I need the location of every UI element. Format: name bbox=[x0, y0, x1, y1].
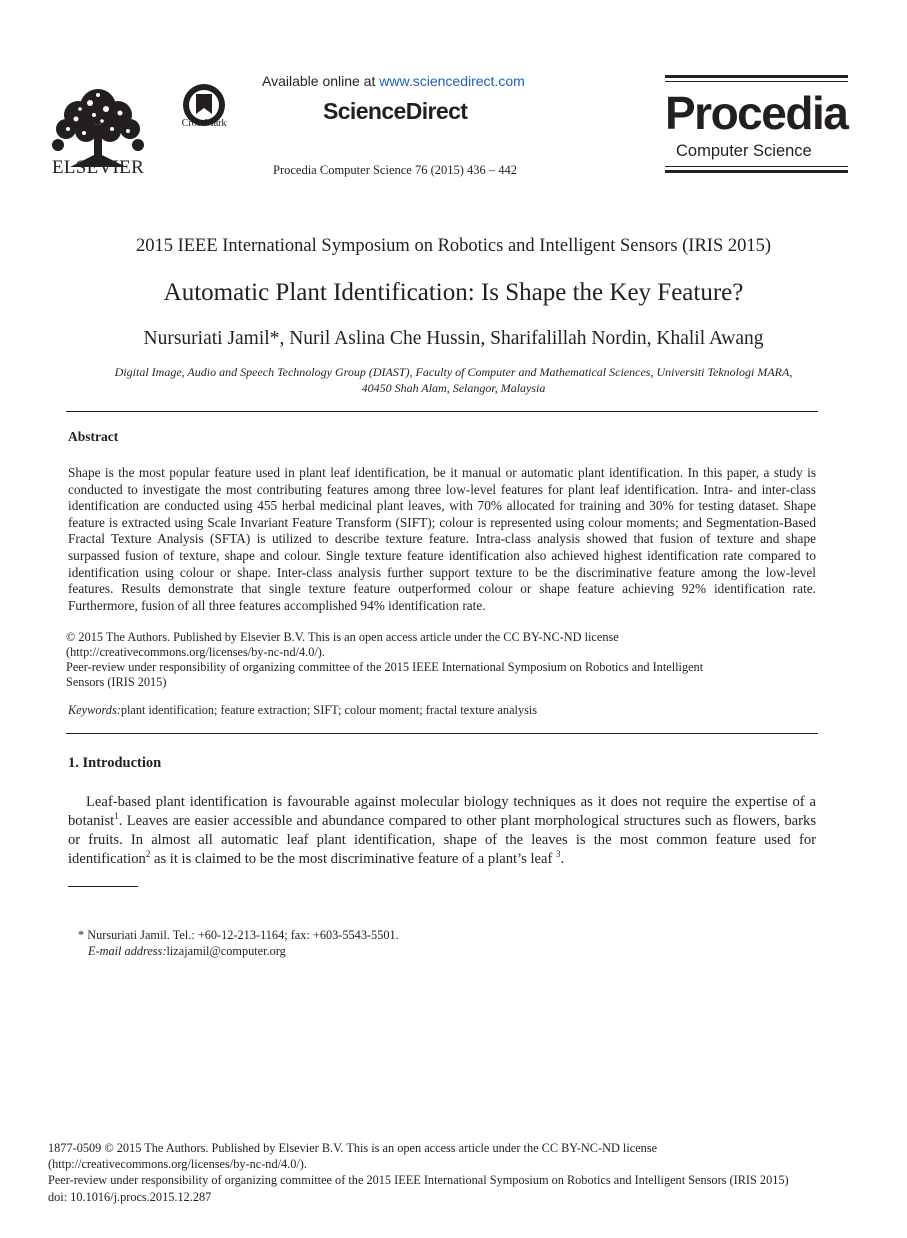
citation-ref[interactable]: 3 bbox=[555, 849, 561, 860]
author-list: Nursuriati Jamil*, Nuril Aslina Che Hussin, Sharifalillah Nordin, Khalil Awang bbox=[143, 328, 764, 349]
procedia-rule bbox=[665, 75, 848, 78]
available-online bbox=[262, 73, 525, 89]
corresponding-author-footnote bbox=[78, 928, 399, 959]
keywords-label: Keywords: bbox=[68, 703, 121, 717]
email-address[interactable]: lizajamil@computer.org bbox=[166, 943, 286, 958]
footer-peer-review: Peer-review under responsibility of organizing committee of the 2015 IEEE International Symposium on Robotics and Intelligent Sensors (IRIS 2015) bbox=[48, 1173, 789, 1188]
abstract-body: Shape is the most popular feature used in plant leaf identification, be it manual or automatic plant identification. In this paper, a study is conducted to investigate the most contributing features among three low-level features for plant leaf identification. Intra- and inter-class identification are conducted using 455 herbal medicinal plant leaves, with 70% allocated for training and 30% for testing dataset. Shape feature is extracted using Scale Invariant Feature Transform (SIFT); colour is represented using colour moments; and Segmentation-Based Fractal Texture Analysis (SFTA) is utilized to describe texture feature. Intra-class analysis showed that fusion of texture and shape surpassed fusion of texture, shape and colour. Single texture feature identification also achieved highest identification rate compared to identification using colour or shape. Inter-class analysis further support texture to be the discriminative feature among the low-level features. Results demonstrate that single texture feature outperformed colour or shape feature achieving 92% identification rate. Furthermore, fusion of all three features accomplished 94% identification rate. bbox=[68, 465, 816, 613]
procedia-rule bbox=[665, 166, 848, 167]
conference-name: 2015 IEEE International Symposium on Robotics and Intelligent Sensors (IRIS 2015) bbox=[135, 236, 772, 256]
abstract-heading: Abstract bbox=[68, 429, 119, 444]
license-block bbox=[66, 630, 826, 690]
publisher-name: ELSEVIER bbox=[51, 157, 145, 178]
procedia-subtitle: Computer Science bbox=[676, 142, 812, 160]
footnote-rule bbox=[68, 886, 138, 887]
affiliation bbox=[60, 364, 847, 396]
peer-review-text: Peer-review under responsibility of organizing committee of the 2015 IEEE International Symposium on Robotics and Intelligent bbox=[66, 660, 704, 674]
intro-text: as it is claimed to be the most discriminative feature of a plant’s leaf bbox=[150, 851, 556, 867]
keywords-list: plant identification; feature extraction; SIFT; colour moment; fractal texture analysis bbox=[120, 703, 538, 717]
intro-text: . Leaves are easier accessible and abundance compared to other plant morphological structures such as flowers, barks or fruits. In almost all automatic leaf plant identification, shape of the leaves is the most common feature used for identification bbox=[68, 813, 816, 867]
copyright-footer bbox=[48, 1140, 848, 1205]
available-prefix: Available online at bbox=[262, 73, 380, 89]
citation-ref[interactable]: 2 bbox=[145, 849, 151, 860]
footer-license-link[interactable]: (http://creativecommons.org/licenses/by-nc-nd/4.0/). bbox=[48, 1157, 307, 1172]
citation-ref[interactable]: 1 bbox=[114, 811, 119, 822]
paper-title: Automatic Plant Identification: Is Shape the Key Feature? bbox=[163, 279, 744, 306]
affiliation-line: Digital Image, Audio and Speech Technology Group (DIAST), Faculty of Computer and Mathematical Sciences, Universiti Teknologi MARA, bbox=[114, 365, 793, 379]
section-divider bbox=[66, 411, 818, 412]
procedia-logo: Procedia bbox=[665, 87, 848, 139]
journal-reference: Procedia Computer Science 76 (2015) 436 – 442 bbox=[273, 163, 518, 177]
email-label: E-mail address: bbox=[88, 943, 167, 958]
sciencedirect-brand: ScienceDirect bbox=[323, 98, 468, 124]
section-heading: 1. Introduction bbox=[68, 755, 162, 771]
affiliation-line: 40450 Shah Alam, Selangor, Malaysia bbox=[361, 381, 546, 395]
peer-review-text: Sensors (IRIS 2015) bbox=[66, 675, 167, 689]
license-text: © 2015 The Authors. Published by Elsevier B.V. This is an open access article under the CC BY-NC-ND license bbox=[66, 630, 619, 644]
keywords bbox=[68, 703, 537, 718]
intro-text: . bbox=[560, 851, 565, 867]
footnote-contact: * Nursuriati Jamil. Tel.: +60-12-213-1164; fax: +603-5543-5501. bbox=[78, 928, 399, 942]
crossmark-label: CrossMark bbox=[181, 118, 227, 129]
procedia-rule bbox=[665, 170, 848, 173]
intro-paragraph bbox=[68, 793, 816, 869]
doi[interactable]: doi: 10.1016/j.procs.2015.12.287 bbox=[48, 1189, 212, 1204]
issn-copyright: 1877-0509 © 2015 The Authors. Published by Elsevier B.V. This is an open access article under the CC BY-NC-ND license bbox=[48, 1141, 658, 1155]
procedia-rule bbox=[665, 81, 848, 82]
footnote-email bbox=[78, 944, 399, 960]
sciencedirect-link[interactable]: www.sciencedirect.com bbox=[379, 73, 525, 89]
intro-text: Leaf-based plant identification is favourable against molecular biology techniques as it does not require the expertise of a botanist bbox=[68, 794, 816, 829]
section-divider bbox=[66, 733, 818, 734]
license-link[interactable]: (http://creativecommons.org/licenses/by-nc-nd/4.0/). bbox=[66, 645, 325, 659]
